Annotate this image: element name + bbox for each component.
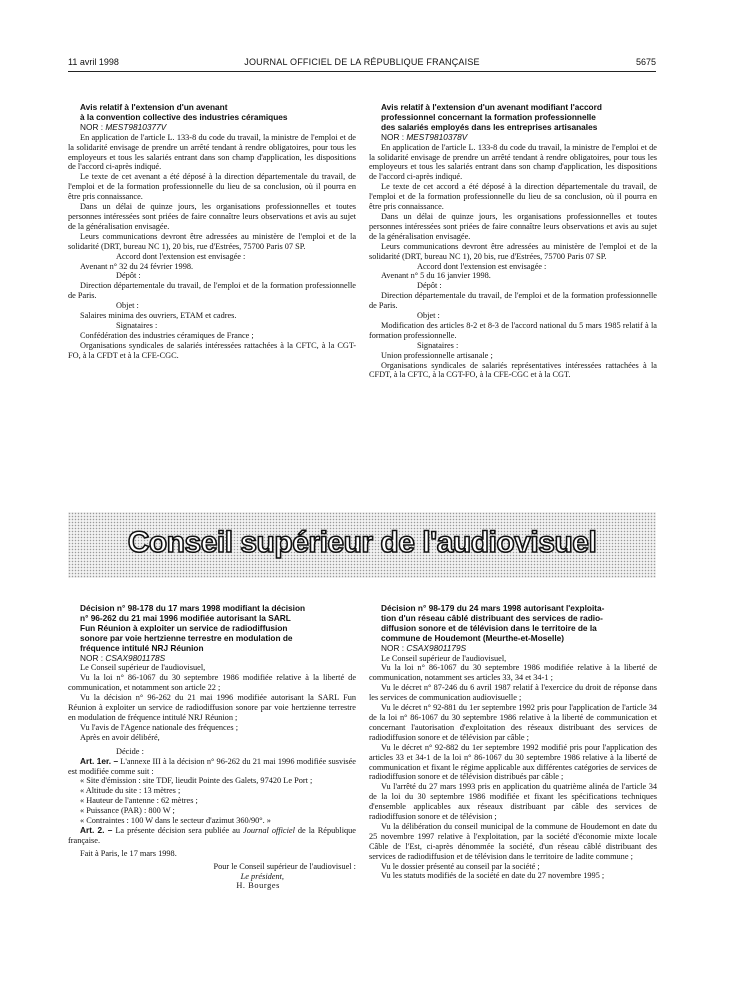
paragraph: En application de l'article L. 133-8 du code du travail, la ministre de l'emploi et de la solidarité envisage de prendre un arrêté tendant à rendre obligatoires, pour tous les employeurs et tous les salariés entrant dans son champ d'application, les dispositions de l'accord ci-après indiqué. [369,142,657,182]
paragraph: Avenant n° 5 du 16 janvier 1998. [381,271,491,281]
decision1-title-3: Fun Réunion à exploiter un service de radiodiffusion [80,622,288,633]
paragraph: Vu le décret n° 92-882 du 1er septembre 1992 modifié pris pour l'application des articles 33 et 34-1 de la loi n° 86-1067 du 30 septembre 1986 relative à la liberté de communication et fixant le régime applicable aux différentes catégories de services de radiodiffusion sonore et de télévision distribués par câble ; [369,742,657,782]
section-label: Objet : [116,301,139,311]
decision-98-179 [369,604,657,982]
paragraph: Dans un délai de quinze jours, les organisations professionnelles et toutes personnes intéressées sont priées de faire connaître leurs observations et avis au sujet de la généralisation envisagée. [68,202,356,231]
article-2-lead: Art. 2. – [80,824,113,835]
signatory: H. Bourges [236,881,280,891]
section-label: Dépôt : [116,271,141,281]
list-item: « Puissance (PAR) : 800 W ; [80,806,175,816]
paragraph: Confédération des industries céramiques de France ; [80,330,254,340]
paragraph: Organisations syndicales de salariés représentatives intéressées rattachées à la CFDT, à la CFTC, à la CGT-FO, à la CFE-CGC et à la CGT. [369,360,657,380]
decision1-title-4: sonore par voie hertzienne terrestre en modulation de [80,632,293,643]
paragraph: Le texte de cet accord a été déposé à la direction départementale du travail, de l'emploi et de la formation professionnelle du lieu de sa conclusion, où il pourra en être pris connaissance. [369,182,657,212]
decision2-nor [369,644,657,654]
paragraph: Salaires minima des ouvriers, ETAM et cadres. [80,311,237,321]
nor-label: NOR : [80,121,106,132]
avis-ceramiques-nor [68,123,356,133]
header-page-number: 5675 [635,57,656,67]
paragraph: Vu la délibération du conseil municipal de la commune de Houdemont en date du 25 novembre 1997 relative à l'exploitation, par la société d'économie mixte locale Câble de l'Est, ci-après dénommée la société, d'un réseau câblé distribuant des services de radiodiffusion et de télévision dans le territoire de ladite commune ; [369,821,657,861]
article-2-text-c: de la République française. [68,825,356,845]
decision-98-178 [68,604,356,982]
nor-label: NOR : [80,652,106,663]
paragraph: Vu la décision n° 96-262 du 21 mai 1996 modifiée autorisant la SARL Fun Réunion à exploiter un service de radiodiffusion sonore par voie hertzienne terrestre en modulation de fréquence intitulé NRJ Réunion ; [68,693,356,722]
paragraph: Après en avoir délibéré, [80,732,160,742]
paragraph: Modification des articles 8-2 et 8-3 de l'accord national du 5 mars 1985 relatif à la formation professionnelle. [369,320,657,340]
decision2-title-4: commune de Houdemont (Meurthe-et-Moselle) [381,632,565,643]
paragraph: Union professionnelle artisanale ; [381,350,493,360]
decision1-title-1: Décision n° 98-178 du 17 mars 1998 modifiant la décision [80,604,306,613]
paragraph: Vu la loi n° 86-1067 du 30 septembre 1986 modifiée relative à la liberté de communication, notamment ses articles 33, 34 et 34-1 ; [369,663,657,683]
avis-formation-title-2: professionnel concernant la formation professionnelle [381,111,596,122]
nor-code: MEST9810377V [105,121,167,132]
paragraph: Vu les statuts modifiés de la société en date du 27 novembre 1995 ; [381,871,605,881]
list-item: « Altitude du site : 13 mètres ; [80,786,181,796]
avis-formation [369,103,657,463]
paragraph: Vu la loi n° 86-1067 du 30 septembre 1986 modifiée relative à la liberté de communication, et notamment son article 22 ; [68,673,356,693]
section-label: Objet : [417,311,440,321]
avis-formation-nor [369,133,657,143]
paragraph: Direction départementale du travail, de l'emploi et de la formation professionnelle de Paris. [369,291,657,311]
article-1-text: L'annexe III à la décision n° 96-262 du 21 mai 1996 modifiée susvisée est modifiée comme suit : [68,756,356,776]
pour-conseil: Pour le Conseil supérieur de l'audiovisuel : [213,861,356,871]
page-header [68,57,656,71]
article-1 [68,757,356,777]
section-banner [68,512,656,578]
paragraph: Organisations syndicales de salariés intéressées rattachées à la CFTC, à la CGT-FO, à la CFDT et à la CFE-CGC. [68,340,356,360]
nor-code: CSAX9801179S [406,642,467,653]
paragraph: Le Conseil supérieur de l'audiovisuel, [381,653,507,663]
decision2-title-1: Décision n° 98-179 du 24 mars 1998 autorisant l'exploita- [381,604,605,613]
section-label: Dépôt : [417,281,442,291]
decision1-nor [68,654,356,664]
paragraph: Accord dont l'extension est envisagée : [116,251,246,261]
article-2-journal: Journal officiel [243,825,295,835]
paragraph: En application de l'article L. 133-8 du code du travail, la ministre de l'emploi et de la solidarité envisage de prendre un arrêté tendant à rendre obligatoires, pour tous les employeurs et tous les salariés entrant dans son champ d'application, les dispositions de l'accord ci-après indiqué. [68,132,356,172]
decision2-title-2: tion d'un réseau câblé distribuant des services de radio- [381,612,603,623]
president-title: Le président, [240,871,284,881]
avis-formation-title-1: Avis relatif à l'extension d'un avenant modifiant l'accord [381,103,602,112]
avis-ceramiques-title-2: à la convention collective des industries céramiques [80,111,288,122]
avis-ceramiques-title-1: Avis relatif à l'extension d'un avenant [80,103,228,112]
paragraph: Vu l'avis de l'Agence nationale des fréquences ; [80,722,238,732]
decision1-title-5: fréquence intitulé NRJ Réunion [80,642,204,653]
list-item: « Contraintes : 100 W dans le secteur d'azimut 360/90°. » [80,816,271,826]
paragraph: Vu le décret n° 87-246 du 6 avril 1987 relatif à l'exercice du droit de réponse dans les services de communication audiovisuelle ; [369,683,657,703]
paragraph: Direction départementale du travail, de l'emploi et de la formation professionnelle de Paris. [68,281,356,301]
nor-label: NOR : [381,642,407,653]
paragraph: Le texte de cet avenant a été déposé à la direction départementale du travail, de l'emploi et de la formation professionnelle du lieu de sa conclusion, où il pourra en être pris connaissance. [68,172,356,202]
paragraph: Avenant n° 32 du 24 février 1998. [80,261,194,271]
decide-label: Décide : [116,746,144,756]
decision2-title-3: diffusion sonore et de télévision dans le territoire de la [381,622,597,633]
article-1-lead: Art. 1er. – [80,755,119,766]
fait-a-paris: Fait à Paris, le 17 mars 1998. [80,848,177,858]
list-item: « Hauteur de l'antenne : 62 mètres ; [80,796,198,806]
paragraph: Accord dont l'extension est envisagée : [417,261,547,271]
paragraph: Dans un délai de quinze jours, les organisations professionnelles et toutes personnes intéressées sont priées de faire connaître leurs observations et avis au sujet de la généralisation envisagée. [369,211,657,241]
header-journal-title: JOURNAL OFFICIEL DE LA RÉPUBLIQUE FRANÇAISE [244,57,480,67]
header-rule [68,71,656,72]
section-banner-title: Conseil supérieur de l'audiovisuel [127,526,597,559]
paragraph: Vu le dossier présenté au conseil par la société ; [381,861,540,871]
paragraph: Leurs communications devront être adressées au ministère de l'emploi et de la solidarité (DRT, bureau NC 1), 20 bis, rue d'Estrées, 75700 Paris 07 SP. [369,241,657,261]
section-label: Signataires : [116,320,158,330]
avis-ceramiques [68,103,356,463]
nor-code: CSAX9801178S [105,652,166,663]
decision1-title-2: n° 96-262 du 21 mai 1996 modifiée autorisant la SARL [80,612,291,623]
article-2-text-a: La présente décision sera publiée au [112,825,244,835]
paragraph: Le Conseil supérieur de l'audiovisuel, [80,663,206,673]
nor-label: NOR : [381,131,407,142]
paragraph: Vu l'arrêté du 27 mars 1993 pris en application du quatrième alinéa de l'article 34 de la loi du 30 septembre 1986 modifiée et fixant les spécifications techniques d'ensemble applicables aux réseaux distribuant par câble des services de radiodiffusion sonore et de télévision ; [369,782,657,822]
header-date: 11 avril 1998 [68,57,119,67]
section-label: Signataires : [417,340,459,350]
avis-formation-title-3: des salariés employés dans les entreprises artisanales [381,121,598,132]
article-2 [68,826,356,846]
nor-code: MEST9810378V [406,131,468,142]
list-item: « Site d'émission : site TDF, lieudit Pointe des Galets, 97420 Le Port ; [80,776,313,786]
paragraph: Vu le décret n° 92-881 du 1er septembre 1992 pris pour l'application de l'article 34 de la loi n° 86-1067 du 30 septembre 1986 relative à la liberté de communication et concernant l'autorisation d'exploitation des réseaux distribuant des services de radiodiffusion sonore et de télévision par câble ; [369,703,657,742]
paragraph: Leurs communications devront être adressées au ministère de l'emploi et de la solidarité (DRT, bureau NC 1), 20 bis, rue d'Estrées, 75700 Paris 07 SP. [68,231,356,251]
